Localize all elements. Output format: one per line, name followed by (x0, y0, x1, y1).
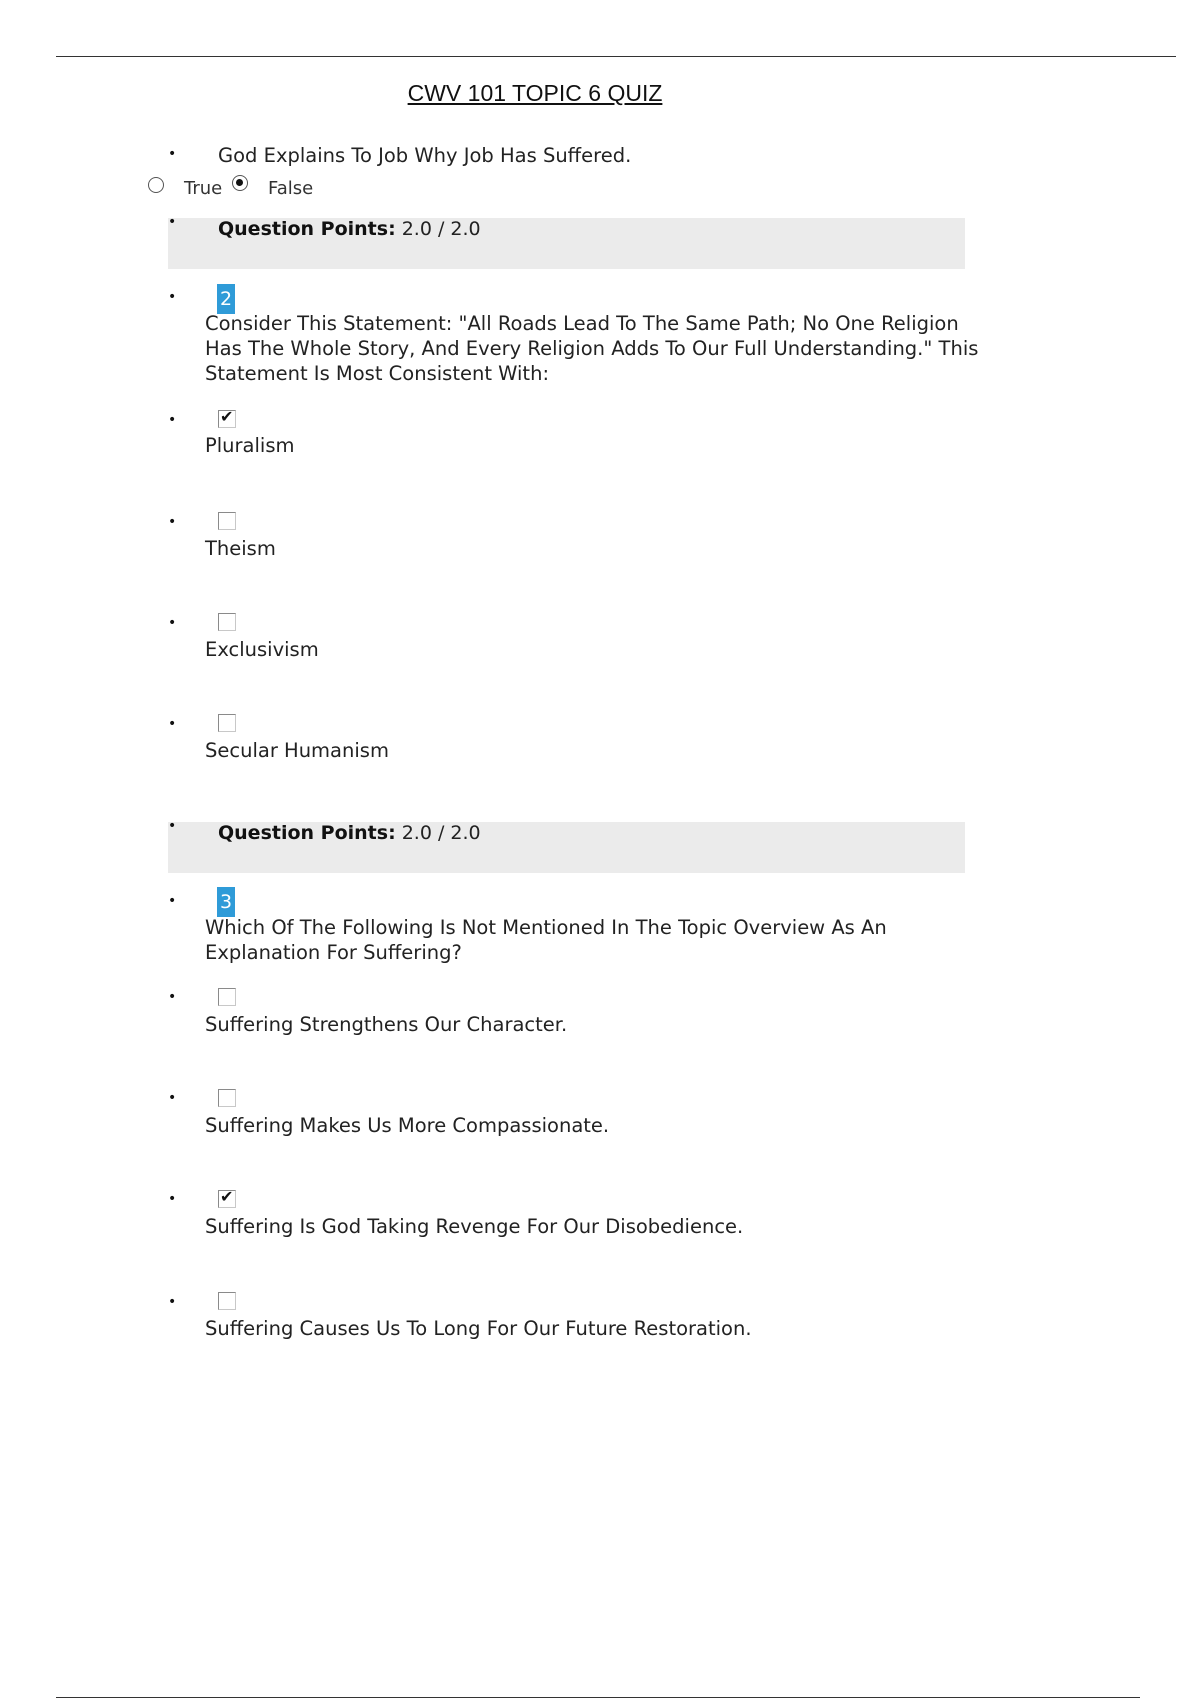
q1-question: God Explains To Job Why Job Has Suffered. (218, 144, 632, 167)
q1-points-label: Question Points: (218, 218, 396, 240)
bottom-rule (56, 1697, 1140, 1698)
q3-option-1-checkbox[interactable] (218, 988, 236, 1006)
q2-option-pluralism-checkbox[interactable] (218, 407, 236, 428)
top-rule (56, 56, 1176, 57)
bullet-icon: • (168, 1294, 177, 1310)
bullet-icon: • (168, 412, 177, 428)
q2-points-label: Question Points: (218, 822, 396, 844)
q1-radio-false[interactable] (232, 175, 248, 191)
q2-option-secular-humanism-checkbox[interactable] (218, 714, 236, 732)
bullet-icon: • (168, 989, 177, 1005)
q1-points (218, 218, 481, 240)
q3-option-3-checkbox[interactable] (218, 1187, 236, 1208)
q2-option-secular-humanism: Secular Humanism (205, 739, 389, 762)
check-icon: ✔ (220, 1187, 234, 1206)
bullet-icon: • (168, 146, 177, 162)
q1-radio-false-label: False (268, 178, 314, 199)
q1-points-value: 2.0 / 2.0 (401, 218, 481, 240)
q1-radio-true[interactable] (148, 177, 164, 193)
q3-option-4: Suffering Causes Us To Long For Our Future Restoration. (205, 1317, 752, 1340)
q2-question-line-1: Consider This Statement: "All Roads Lead To The Same Path; No One Religion (205, 312, 959, 335)
q2-question-line-2: Has The Whole Story, And Every Religion Adds To Our Full Understanding." This (205, 337, 979, 360)
q2-option-exclusivism: Exclusivism (205, 638, 319, 661)
bullet-icon: • (168, 1090, 177, 1106)
bullet-icon: • (168, 893, 177, 909)
q3-option-2: Suffering Makes Us More Compassionate. (205, 1114, 610, 1137)
bullet-icon: • (168, 289, 177, 305)
bullet-icon: • (168, 214, 177, 230)
q2-points-value: 2.0 / 2.0 (401, 822, 481, 844)
q3-option-2-checkbox[interactable] (218, 1089, 236, 1107)
q2-option-theism-checkbox[interactable] (218, 512, 236, 530)
q2-option-theism: Theism (205, 537, 276, 560)
q3-option-1: Suffering Strengthens Our Character. (205, 1013, 568, 1036)
bullet-icon: • (168, 716, 177, 732)
q3-option-4-checkbox[interactable] (218, 1292, 236, 1310)
bullet-icon: • (168, 514, 177, 530)
q2-number-badge: 2 (217, 284, 235, 314)
page-title: CWV 101 TOPIC 6 QUIZ (407, 80, 663, 106)
q2-points (218, 822, 481, 844)
q2-question-line-3: Statement Is Most Consistent With: (205, 362, 550, 385)
bullet-icon: • (168, 1191, 177, 1207)
check-icon: ✔ (220, 407, 234, 426)
bullet-icon: • (168, 818, 177, 834)
q3-number-badge: 3 (217, 887, 235, 917)
bullet-icon: • (168, 615, 177, 631)
q2-option-pluralism: Pluralism (205, 434, 295, 457)
q3-option-3: Suffering Is God Taking Revenge For Our Disobedience. (205, 1215, 744, 1238)
q1-radio-true-label: True (184, 178, 223, 199)
q2-option-exclusivism-checkbox[interactable] (218, 613, 236, 631)
q3-question-line-2: Explanation For Suffering? (205, 941, 462, 964)
q3-question-line-1: Which Of The Following Is Not Mentioned In The Topic Overview As An (205, 916, 887, 939)
